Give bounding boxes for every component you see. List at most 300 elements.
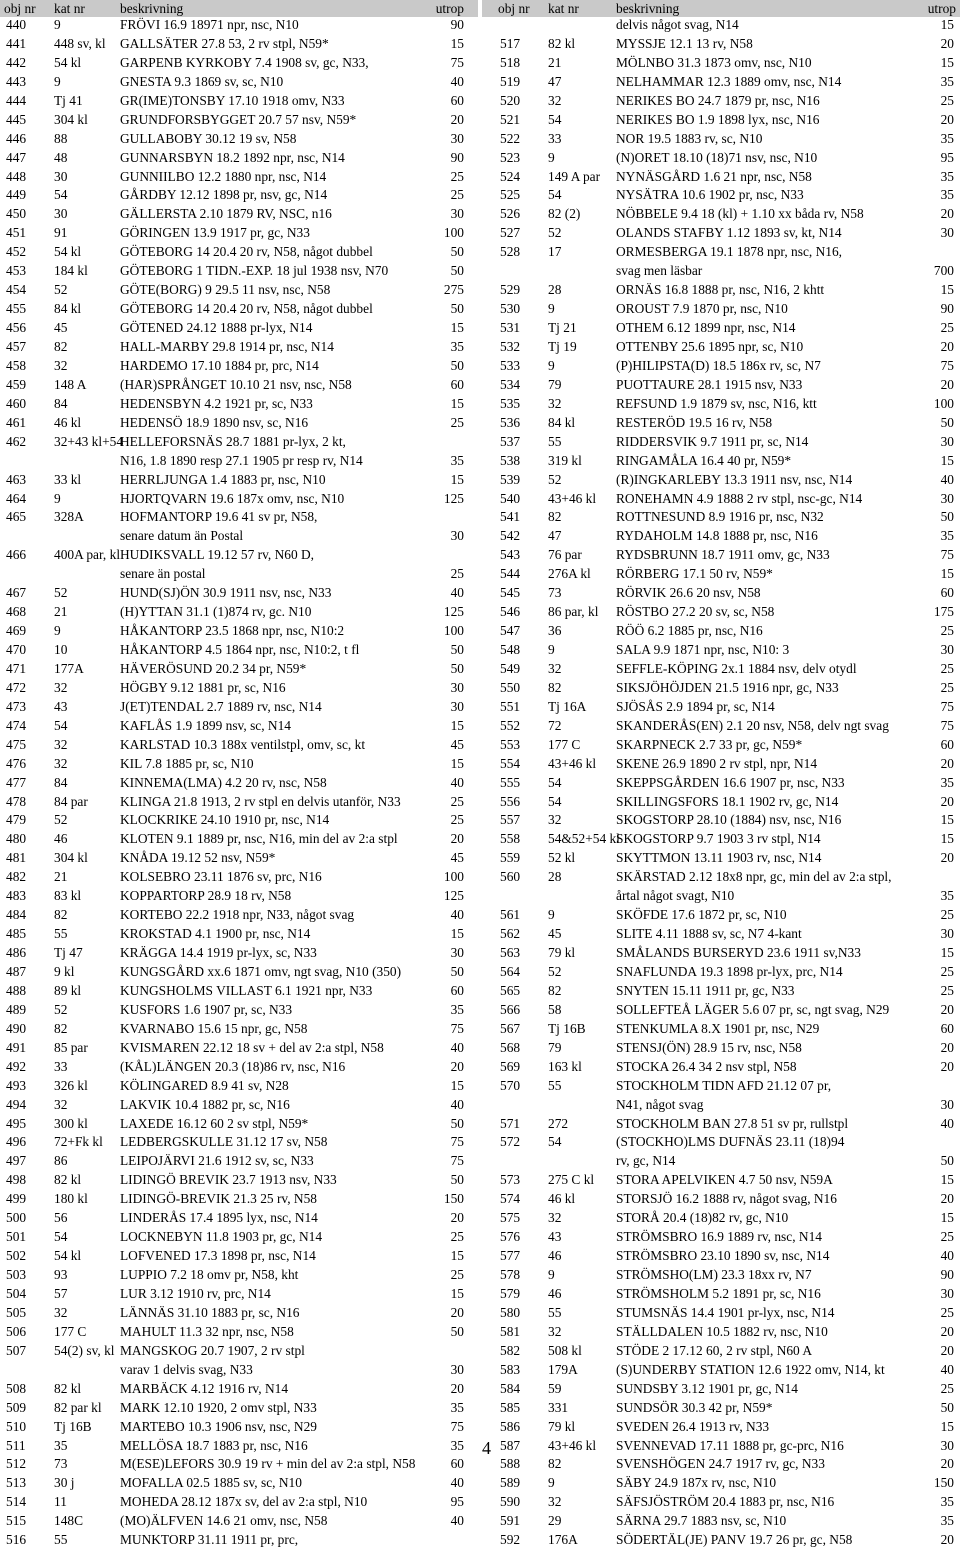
table-row [482, 489, 960, 508]
table-row [0, 1436, 478, 1455]
cell-description: GNESTA 9.3 1869 sv, sc, N10 [120, 73, 284, 89]
cell-obj-nr: 446 [6, 130, 27, 146]
cell-kat-nr: Tj 47 [54, 945, 83, 961]
cell-obj-nr: 567 [500, 1020, 521, 1036]
cell-price: 25 [450, 812, 464, 828]
cell-obj-nr: 581 [500, 1323, 521, 1339]
table-row [0, 1170, 478, 1189]
cell-kat-nr: 52 [548, 225, 562, 241]
cell-price: 35 [940, 774, 954, 790]
cell-kat-nr: 55 [548, 1077, 562, 1093]
table-row [0, 337, 478, 356]
cell-price: 25 [940, 1380, 954, 1396]
table-row [482, 1398, 960, 1417]
cell-price: 25 [450, 1267, 464, 1283]
cell-price: 95 [940, 149, 954, 165]
table-row [482, 1511, 960, 1530]
cell-description: GÖTEBORG 14 20.4 20 rv, N58, något dubbel [120, 301, 373, 317]
cell-description: SKILLINGSFORS 18.1 1902 rv, gc, N14 [616, 793, 839, 809]
cell-obj-nr: 448 [6, 168, 27, 184]
cell-obj-nr: 521 [500, 111, 521, 127]
cell-obj-nr: 450 [6, 206, 27, 222]
table-row [482, 91, 960, 110]
cell-description: SNYTEN 15.11 1911 pr, gc, N33 [616, 982, 795, 998]
cell-obj-nr: 574 [500, 1191, 521, 1207]
cell-kat-nr: 86 [54, 1153, 68, 1169]
cell-obj-nr: 587 [500, 1437, 521, 1453]
cell-description: SKÖFDE 17.6 1872 pr, sc, N10 [616, 907, 787, 923]
cell-description: KLOTEN 9.1 1889 pr, nsc, N16, min del av 2:a stpl [120, 831, 398, 847]
cell-kat-nr: 304 kl [54, 111, 88, 127]
cell-price: 75 [450, 1020, 464, 1036]
cell-description: KRÄGGA 14.4 1919 pr-lyx, sc, N33 [120, 945, 317, 961]
cell-kat-nr: 48 [54, 149, 68, 165]
cell-price: 20 [940, 376, 954, 392]
cell-kat-nr: 52 kl [548, 850, 576, 866]
cell-description: J(ET)TENDAL 2.7 1889 rv, nsc, N14 [120, 698, 322, 714]
table-row [0, 792, 478, 811]
cell-obj-nr: 585 [500, 1399, 521, 1415]
table-row [0, 1208, 478, 1227]
cell-obj-nr: 499 [6, 1191, 27, 1207]
table-row [0, 129, 478, 148]
cell-description: HJORTQVARN 19.6 187x omv, nsc, N10 [120, 490, 345, 506]
cell-description: KOLSEBRO 23.11 1876 sv, prc, N16 [120, 869, 322, 885]
cell-kat-nr: 43 [548, 1229, 562, 1245]
cell-kat-nr: 276A kl [548, 566, 591, 582]
table-row [0, 1019, 478, 1038]
cell-obj-nr: 504 [6, 1285, 27, 1301]
cell-price: 20 [940, 850, 954, 866]
cell-kat-nr: 43+46 kl [548, 1437, 597, 1453]
cell-price: 75 [450, 1418, 464, 1434]
cell-kat-nr: 21 [54, 869, 68, 885]
cell-kat-nr: 82 [548, 1456, 562, 1472]
cell-price: 20 [940, 111, 954, 127]
cell-kat-nr: 57 [54, 1285, 68, 1301]
cell-kat-nr: 9 [54, 73, 61, 89]
cell-kat-nr: 148C [54, 1513, 84, 1529]
cell-price: 30 [450, 528, 464, 544]
cell-price: 125 [443, 490, 464, 506]
cell-obj-nr: 491 [6, 1039, 27, 1055]
cell-obj-nr: 489 [6, 1001, 27, 1017]
table-row [0, 1303, 478, 1322]
cell-kat-nr: 82 [548, 982, 562, 998]
table-row [0, 1057, 478, 1076]
table-row [482, 564, 960, 583]
cell-description: rv, gc, N14 [616, 1153, 676, 1169]
cell-description: KVARNABO 15.6 15 npr, gc, N58 [120, 1020, 308, 1036]
cell-obj-nr: 542 [500, 528, 521, 544]
cell-price: 20 [940, 1323, 954, 1339]
cell-obj-nr: 479 [6, 812, 27, 828]
table-row [0, 470, 478, 489]
cell-obj-nr: 573 [500, 1172, 521, 1188]
cell-obj-nr: 576 [500, 1229, 521, 1245]
cell-description: GARPENB KYRKOBY 7.4 1908 sv, gc, N33, [120, 54, 369, 70]
cell-kat-nr: 35 [54, 1437, 68, 1453]
cell-price: 25 [940, 660, 954, 676]
table-row [482, 451, 960, 470]
cell-description: GÖTEBORG 14 20.4 20 rv, N58, något dubbel [120, 244, 373, 260]
cell-price: 30 [940, 1096, 954, 1112]
cell-obj-nr: 508 [6, 1380, 27, 1396]
table-row [0, 829, 478, 848]
cell-obj-nr: 505 [6, 1304, 27, 1320]
cell-kat-nr: 54 kl [54, 54, 82, 70]
cell-price: 15 [940, 17, 954, 32]
table-row [0, 1379, 478, 1398]
cell-kat-nr: 21 [54, 604, 68, 620]
table-row [0, 1151, 478, 1170]
cell-description: GÖTEBORG 1 TIDN.-EXP. 18 jul 1938 nsv, N70 [120, 263, 389, 279]
cell-description: NELHAMMAR 12.3 1889 omv, nsc, N14 [616, 73, 842, 89]
cell-kat-nr: 149 A par [548, 168, 601, 184]
cell-price: 15 [940, 452, 954, 468]
cell-description: LEIPOJÄRVI 21.6 1912 sv, sc, N33 [120, 1153, 314, 1169]
table-row [482, 1322, 960, 1341]
cell-obj-nr: 528 [500, 244, 521, 260]
cell-obj-nr: 588 [500, 1456, 521, 1472]
table-row [0, 1114, 478, 1133]
cell-price: 20 [940, 1058, 954, 1074]
table-row [0, 621, 478, 640]
cell-price: 25 [940, 623, 954, 639]
cell-price: 700 [933, 263, 954, 279]
cell-description: MOFALLA 02.5 1885 sv, sc, N10 [120, 1475, 302, 1491]
cell-kat-nr: 32 [548, 1494, 562, 1510]
cell-description: GÖRINGEN 13.9 1917 pr, gc, N33 [120, 225, 310, 241]
cell-obj-nr: 515 [6, 1513, 27, 1529]
cell-kat-nr: 54 [548, 187, 562, 203]
cell-kat-nr: 176A [548, 1532, 578, 1548]
cell-description: SOLLEFTEÅ LÄGER 5.6 07 pr, sc, ngt svag, N29 [616, 1001, 890, 1017]
cell-description: SMÅLANDS BURSERYD 23.6 1911 sv,N33 [616, 945, 861, 961]
cell-description: SKOGSTORP 9.7 1903 3 rv stpl, N14 [616, 831, 821, 847]
cell-obj-nr: 572 [500, 1134, 521, 1150]
cell-price: 50 [450, 1115, 464, 1131]
cell-description: STOCKHOLM BAN 27.8 51 sv pr, rullstpl [616, 1115, 849, 1131]
cell-description: SKARPNECK 2.7 33 pr, gc, N59* [616, 736, 803, 752]
cell-kat-nr: 32 [548, 1323, 562, 1339]
cell-description: GÄLLERSTA 2.10 1879 RV, NSC, n16 [120, 206, 332, 222]
cell-kat-nr: 30 [54, 168, 68, 184]
cell-obj-nr: 551 [500, 698, 521, 714]
cell-description: OROUST 7.9 1870 pr, nsc, N10 [616, 301, 788, 317]
table-row [482, 1341, 960, 1360]
cell-obj-nr: 556 [500, 793, 521, 809]
cell-kat-nr: 9 [548, 1475, 555, 1491]
table-row [0, 148, 478, 167]
cell-price: 95 [450, 1494, 464, 1510]
table-row [482, 848, 960, 867]
cell-kat-nr: 52 [54, 282, 68, 298]
table-row [0, 981, 478, 1000]
cell-description: SNAFLUNDA 19.3 1898 pr-lyx, prc, N14 [616, 964, 843, 979]
table-row [482, 299, 960, 318]
header-kat-nr: kat nr [548, 1, 579, 16]
cell-price: 20 [940, 338, 954, 354]
cell-kat-nr: 54 kl [54, 244, 82, 260]
cell-description: HOFMANTORP 19.6 41 sv pr, N58, [120, 509, 318, 525]
cell-kat-nr: 43+46 kl [548, 490, 597, 506]
cell-price: 25 [450, 793, 464, 809]
cell-obj-nr: 539 [500, 471, 521, 487]
table-row [482, 1114, 960, 1133]
cell-price: 60 [450, 982, 464, 998]
cell-description: STÄLLDALEN 10.5 1882 rv, nsc, N10 [616, 1323, 828, 1339]
table-row [0, 545, 478, 564]
cell-obj-nr: 494 [6, 1096, 27, 1112]
cell-obj-nr: 517 [500, 35, 521, 51]
cell-description: MANGSKOG 20.7 1907, 2 rv stpl [120, 1342, 305, 1358]
cell-kat-nr: 86 par, kl [548, 604, 599, 620]
cell-obj-nr: 555 [500, 774, 521, 790]
cell-kat-nr: 275 C kl [548, 1172, 595, 1188]
cell-obj-nr: 589 [500, 1475, 521, 1491]
cell-kat-nr: 79 kl [548, 1418, 576, 1434]
cell-obj-nr: 578 [500, 1267, 521, 1283]
cell-description: MOHEDA 28.12 187x sv, del av 2:a stpl, N10 [120, 1494, 368, 1510]
table-row [0, 91, 478, 110]
cell-kat-nr: 304 kl [54, 850, 88, 866]
cell-kat-nr: 32 [548, 812, 562, 828]
cell-kat-nr: 9 [548, 642, 555, 658]
cell-kat-nr: 32 [54, 736, 68, 752]
cell-obj-nr: 483 [6, 888, 27, 904]
cell-kat-nr: 54 [54, 1229, 68, 1245]
table-row [0, 15, 478, 34]
cell-description: KUSFORS 1.6 1907 pr, sc, N33 [120, 1001, 293, 1017]
cell-kat-nr: 10 [54, 642, 68, 658]
cell-kat-nr: 46 [548, 1248, 562, 1264]
cell-kat-nr: 46 [548, 1285, 562, 1301]
cell-description: SVENSHÖGEN 24.7 1917 rv, gc, N33 [616, 1456, 825, 1472]
cell-description: (H)YTTAN 31.1 (1)874 rv, gc. N10 [120, 604, 312, 620]
cell-description: SKENE 26.9 1890 2 rv stpl, npr, N14 [616, 755, 818, 771]
cell-obj-nr: 568 [500, 1039, 521, 1055]
cell-description: senare datum än Postal [120, 528, 244, 544]
cell-obj-nr: 455 [6, 301, 27, 317]
cell-kat-nr: 55 [54, 1532, 68, 1548]
cell-kat-nr: 177 C [548, 736, 581, 752]
cell-obj-nr: 467 [6, 585, 27, 601]
cell-price: 30 [450, 945, 464, 961]
cell-obj-nr: 544 [500, 566, 521, 582]
cell-kat-nr: 52 [54, 1001, 68, 1017]
cell-obj-nr: 495 [6, 1115, 27, 1131]
cell-description: (HAR)SPRÅNGET 10.10 21 nsv, nsc, N58 [120, 376, 352, 392]
cell-price: 150 [443, 1191, 464, 1207]
cell-price: 60 [450, 1456, 464, 1472]
table-row [0, 526, 478, 545]
cell-obj-nr: 513 [6, 1475, 27, 1491]
table-row [482, 1227, 960, 1246]
cell-obj-nr: 463 [6, 471, 27, 487]
cell-obj-nr: 525 [500, 187, 521, 203]
cell-description: N41, något svag [616, 1096, 704, 1112]
cell-obj-nr: 518 [500, 54, 521, 70]
cell-kat-nr: 46 [54, 831, 68, 847]
cell-kat-nr: 32 [54, 1304, 68, 1320]
cell-description: HERRLJUNGA 1.4 1883 pr, nsc, N10 [120, 471, 326, 487]
table-row [482, 1379, 960, 1398]
table-row [0, 110, 478, 129]
cell-kat-nr: 52 [548, 471, 562, 487]
cell-description: HÖGBY 9.12 1881 pr, sc, N16 [120, 679, 286, 695]
cell-kat-nr: 32 [54, 1096, 68, 1112]
table-row [0, 413, 478, 432]
table-row [0, 394, 478, 413]
cell-price: 175 [933, 604, 954, 620]
cell-description: NERIKES BO 1.9 1898 lyx, nsc, N16 [616, 111, 820, 127]
table-row [482, 470, 960, 489]
cell-kat-nr: 11 [54, 1494, 67, 1510]
cell-price: 125 [443, 604, 464, 620]
cell-kat-nr: 83 kl [54, 888, 82, 904]
cell-obj-nr: 522 [500, 130, 521, 146]
cell-description: SKANDERÅS(EN) 2.1 20 nsv, N58, delv ngt svag [616, 717, 889, 733]
cell-description: ROTTNESUND 8.9 1916 pr, nsc, N32 [616, 509, 824, 525]
cell-obj-nr: 449 [6, 187, 27, 203]
table-row [0, 72, 478, 91]
cell-obj-nr: 529 [500, 282, 521, 298]
cell-price: 90 [940, 1267, 954, 1283]
cell-kat-nr: 55 [548, 433, 562, 449]
cell-obj-nr: 461 [6, 414, 27, 430]
table-row [482, 432, 960, 451]
cell-obj-nr: 480 [6, 831, 27, 847]
table-row [0, 697, 478, 716]
cell-price: 20 [940, 1191, 954, 1207]
cell-obj-nr: 484 [6, 907, 27, 923]
cell-obj-nr: 562 [500, 926, 521, 942]
table-row [482, 621, 960, 640]
table-row [482, 375, 960, 394]
cell-obj-nr: 564 [500, 964, 521, 979]
cell-obj-nr: 545 [500, 585, 521, 601]
cell-price: 40 [450, 1475, 464, 1491]
cell-kat-nr: 179A [548, 1361, 578, 1377]
cell-kat-nr: 9 [548, 1267, 555, 1283]
cell-price: 100 [443, 623, 464, 639]
cell-description: LUR 3.12 1910 rv, prc, N14 [120, 1285, 271, 1301]
cell-description: STÖDE 2 17.12 60, 2 rv stpl, N60 A [616, 1342, 813, 1358]
cell-kat-nr: 184 kl [54, 263, 88, 279]
cell-obj-nr: 540 [500, 490, 521, 506]
cell-price: 20 [450, 1304, 464, 1320]
cell-price: 30 [450, 698, 464, 714]
cell-price: 20 [450, 1380, 464, 1396]
table-row [0, 1417, 478, 1436]
cell-description: ORNÄS 16.8 1888 pr, nsc, N16, 2 khtt [616, 282, 825, 298]
cell-price: 30 [450, 1361, 464, 1377]
cell-obj-nr: 474 [6, 717, 27, 733]
table-row [0, 564, 478, 583]
cell-obj-nr: 471 [6, 660, 27, 676]
table-row [482, 1000, 960, 1019]
cell-obj-nr: 498 [6, 1172, 27, 1188]
cell-price: 20 [940, 1039, 954, 1055]
cell-description: STUMSNÄS 14.4 1901 pr-lyx, nsc, N14 [616, 1304, 835, 1320]
table-row [482, 337, 960, 356]
cell-obj-nr: 575 [500, 1210, 521, 1226]
cell-description: MELLÖSA 18.7 1883 pr, nsc, N16 [120, 1437, 308, 1453]
cell-kat-nr: 9 [548, 907, 555, 923]
cell-description: NOR 19.5 1883 rv, sc, N10 [616, 130, 763, 146]
cell-price: 60 [940, 736, 954, 752]
table-row [0, 280, 478, 299]
cell-price: 40 [450, 73, 464, 89]
cell-description: SÖDERTÄL(JE) PANV 19.7 26 pr, gc, N58 [616, 1532, 853, 1548]
table-row [0, 53, 478, 72]
cell-kat-nr: 52 [54, 812, 68, 828]
cell-obj-nr: 468 [6, 604, 27, 620]
cell-description: GULLABOBY 30.12 19 sv, N58 [120, 130, 297, 146]
cell-obj-nr: 548 [500, 642, 521, 658]
cell-kat-nr: 32+43 kl+54 [54, 433, 124, 449]
cell-description: NERIKES BO 24.7 1879 pr, nsc, N16 [616, 92, 820, 108]
cell-kat-nr: 54 [54, 717, 68, 733]
cell-obj-nr: 552 [500, 717, 521, 733]
cell-kat-nr: 9 [54, 623, 61, 639]
cell-obj-nr: 456 [6, 320, 27, 336]
cell-description: HEDENSBYN 4.2 1921 pr, sc, N33 [120, 395, 313, 411]
cell-kat-nr: 45 [54, 320, 68, 336]
cell-description: (P)HILIPSTA(D) 18.5 186x rv, sc, N7 [616, 357, 821, 373]
cell-description: HEDENSÖ 18.9 1890 nsv, sc, N16 [120, 414, 309, 430]
cell-description: SVENNEVAD 17.11 1888 pr, gc-prc, N16 [616, 1437, 844, 1453]
cell-obj-nr: 512 [6, 1456, 27, 1472]
cell-description: (N)ORET 18.10 (18)71 nsv, nsc, N10 [616, 149, 818, 165]
cell-price: 25 [940, 1304, 954, 1320]
cell-price: 25 [450, 168, 464, 184]
cell-description: SÄFSJÖSTRÖM 20.4 1883 pr, nsc, N16 [616, 1494, 835, 1510]
cell-description: LINDERÅS 17.4 1895 lyx, nsc, N14 [120, 1210, 318, 1226]
table-row [0, 1132, 478, 1151]
cell-description: GR(IME)TONSBY 17.10 1918 omv, N33 [120, 92, 345, 108]
table-row [482, 545, 960, 564]
table-row [482, 1132, 960, 1151]
cell-price: 25 [940, 92, 954, 108]
cell-description: HELLEFORSNÄS 28.7 1881 pr-lyx, 2 kt, [120, 433, 346, 449]
table-row [482, 1246, 960, 1265]
cell-kat-nr: 46 kl [548, 1191, 576, 1207]
cell-obj-nr: 563 [500, 945, 521, 961]
cell-kat-nr: 54 [548, 111, 562, 127]
cell-obj-nr: 520 [500, 92, 521, 108]
cell-description: STOCKHOLM TIDN AFD 21.12 07 pr, [616, 1077, 832, 1093]
cell-price: 20 [940, 1456, 954, 1472]
cell-description: SUNDSBY 3.12 1901 pr, gc, N14 [616, 1380, 798, 1396]
cell-kat-nr: 43 [54, 698, 68, 714]
cell-kat-nr: 84 kl [54, 301, 82, 317]
table-row [482, 394, 960, 413]
cell-price: 15 [450, 755, 464, 771]
cell-kat-nr: 30 [54, 206, 68, 222]
table-row [482, 602, 960, 621]
cell-price: 30 [940, 225, 954, 241]
table-row [482, 810, 960, 829]
cell-obj-nr: 531 [500, 320, 521, 336]
cell-price: 40 [450, 1096, 464, 1112]
table-row [482, 72, 960, 91]
cell-description: SÄRNA 29.7 1883 nsv, sc, N10 [616, 1513, 787, 1529]
cell-kat-nr: 85 par [54, 1039, 88, 1055]
cell-description: RIDDERSVIK 9.7 1911 pr, sc, N14 [616, 433, 809, 449]
cell-kat-nr: 58 [548, 1001, 562, 1017]
